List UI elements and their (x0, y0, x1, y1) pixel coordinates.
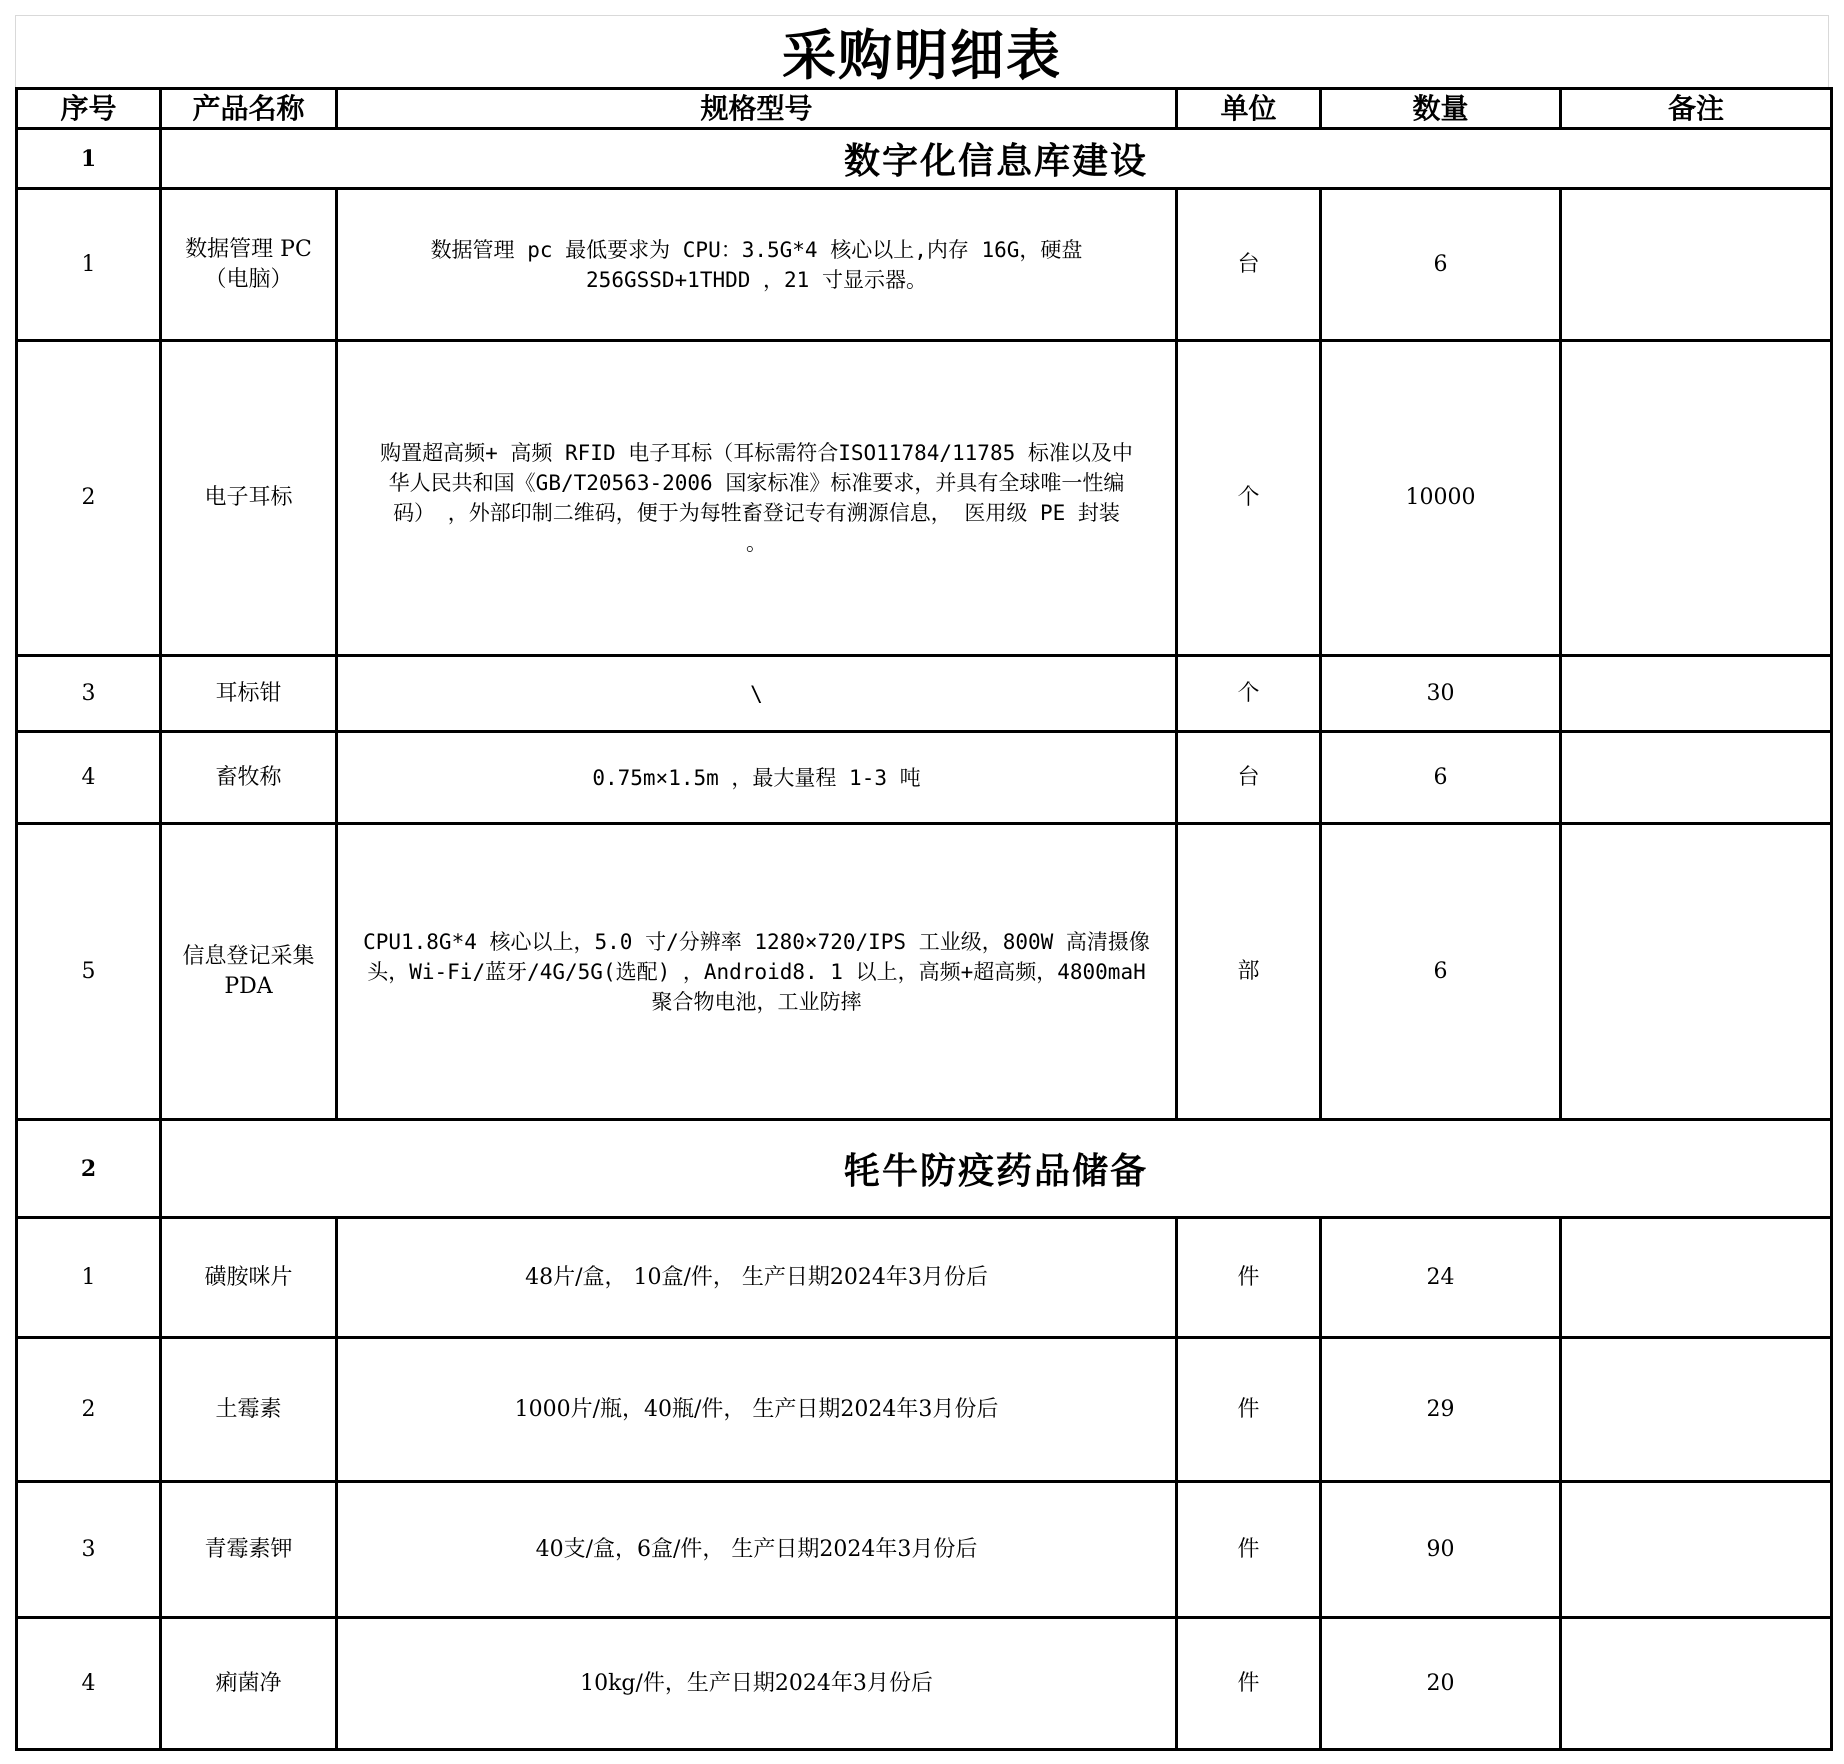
cell-spec: 40支/盒，6盒/件， 生产日期2024年3月份后 (337, 1482, 1177, 1618)
cell-unit: 部 (1177, 824, 1321, 1120)
section-row (17, 129, 1832, 189)
cell-no: 4 (17, 732, 161, 824)
spec-line: 。 (746, 531, 767, 555)
section-title: 数字化信息库建设 (161, 129, 1832, 189)
cell-name: 畜牧称 (161, 732, 337, 824)
cell-remark (1561, 189, 1832, 341)
cell-remark (1561, 341, 1832, 656)
cell-spec: \ (337, 656, 1177, 732)
cell-qty: 6 (1321, 824, 1561, 1120)
cell-name: 电子耳标 (161, 341, 337, 656)
header-remark: 备注 (1561, 89, 1832, 129)
cell-spec (337, 341, 1177, 656)
cell-unit: 个 (1177, 341, 1321, 656)
name-line: （电脑） (204, 266, 293, 292)
spec-line: 聚合物电池，工业防摔 (651, 989, 862, 1014)
cell-unit: 台 (1177, 189, 1321, 341)
name-line: PDA (224, 973, 273, 999)
section-row (17, 1120, 1832, 1218)
cell-spec: 0.75m×1.5m ，最大量程 1-3 吨 (337, 732, 1177, 824)
header-unit: 单位 (1177, 89, 1321, 129)
table-row (17, 1338, 1832, 1482)
table-row (17, 1618, 1832, 1750)
cell-qty: 20 (1321, 1618, 1561, 1750)
cell-unit: 件 (1177, 1618, 1321, 1750)
cell-remark (1561, 656, 1832, 732)
cell-qty: 29 (1321, 1338, 1561, 1482)
cell-unit: 件 (1177, 1218, 1321, 1338)
title-cell (15, 15, 1829, 87)
page-title: 采购明细表 (782, 23, 1062, 87)
table-row (17, 732, 1832, 824)
table-row (17, 189, 1832, 341)
section-number: 2 (17, 1120, 161, 1218)
cell-remark (1561, 1338, 1832, 1482)
cell-qty: 30 (1321, 656, 1561, 732)
cell-spec (337, 824, 1177, 1120)
cell-name: 土霉素 (161, 1338, 337, 1482)
cell-unit: 件 (1177, 1338, 1321, 1482)
table-row (17, 1482, 1832, 1618)
cell-remark (1561, 1218, 1832, 1338)
section-number: 1 (17, 129, 161, 189)
cell-no: 1 (17, 1218, 161, 1338)
cell-name (161, 189, 337, 341)
table-row (17, 1218, 1832, 1338)
table-row (17, 341, 1832, 656)
cell-name: 耳标钳 (161, 656, 337, 732)
header-row (17, 89, 1832, 129)
section-title: 牦牛防疫药品储备 (161, 1120, 1832, 1218)
cell-qty: 6 (1321, 189, 1561, 341)
spec-line: 256GSSD+1THDD ，21 寸显示器。 (586, 267, 927, 292)
spec-line: 数据管理 pc 最低要求为 CPU：3.5G*4 核心以上,内存 16G，硬盘 (430, 237, 1083, 262)
procurement-table (15, 87, 1833, 1751)
cell-unit: 个 (1177, 656, 1321, 732)
cell-remark (1561, 1618, 1832, 1750)
name-line: 信息登记采集 (182, 943, 315, 969)
spec-line: 华人民共和国《GB/T20563-2006 国家标准》标准要求，并具有全球唯一性编 (388, 471, 1125, 495)
cell-no: 1 (17, 189, 161, 341)
spec-line: 头，Wi-Fi/蓝牙/4G/5G(选配) ，Android8. 1 以上，高频+超高频，4800maH (367, 959, 1146, 984)
cell-no: 2 (17, 1338, 161, 1482)
cell-no: 4 (17, 1618, 161, 1750)
cell-qty: 10000 (1321, 341, 1561, 656)
table-row (17, 656, 1832, 732)
spec-line: CPU1.8G*4 核心以上，5.0 寸/分辨率 1280×720/IPS 工业级，800W 高清摄像 (363, 929, 1150, 954)
cell-name: 青霉素钾 (161, 1482, 337, 1618)
cell-name: 痢菌净 (161, 1618, 337, 1750)
cell-remark (1561, 824, 1832, 1120)
cell-unit: 台 (1177, 732, 1321, 824)
cell-spec: 10kg/件，生产日期2024年3月份后 (337, 1618, 1177, 1750)
cell-qty: 24 (1321, 1218, 1561, 1338)
cell-qty: 90 (1321, 1482, 1561, 1618)
cell-unit: 件 (1177, 1482, 1321, 1618)
cell-spec (337, 189, 1177, 341)
cell-name: 磺胺咪片 (161, 1218, 337, 1338)
cell-no: 3 (17, 1482, 161, 1618)
cell-remark (1561, 1482, 1832, 1618)
header-no: 序号 (17, 89, 161, 129)
header-qty: 数量 (1321, 89, 1561, 129)
cell-no: 5 (17, 824, 161, 1120)
header-spec: 规格型号 (337, 89, 1177, 129)
header-name: 产品名称 (161, 89, 337, 129)
cell-spec: 1000片/瓶，40瓶/件， 生产日期2024年3月份后 (337, 1338, 1177, 1482)
spec-line: 购置超高频+ 高频 RFID 电子耳标（耳标需符合ISO11784/11785 标准以及中 (380, 441, 1133, 465)
spec-line: 码） ，外部印制二维码，便于为每牲畜登记专有溯源信息， 医用级 PE 封装 (393, 501, 1120, 525)
table-row (17, 824, 1832, 1120)
cell-no: 3 (17, 656, 161, 732)
cell-remark (1561, 732, 1832, 824)
cell-qty: 6 (1321, 732, 1561, 824)
cell-name (161, 824, 337, 1120)
cell-no: 2 (17, 341, 161, 656)
name-line: 数据管理 PC (185, 236, 312, 262)
cell-spec: 48片/盒， 10盒/件， 生产日期2024年3月份后 (337, 1218, 1177, 1338)
